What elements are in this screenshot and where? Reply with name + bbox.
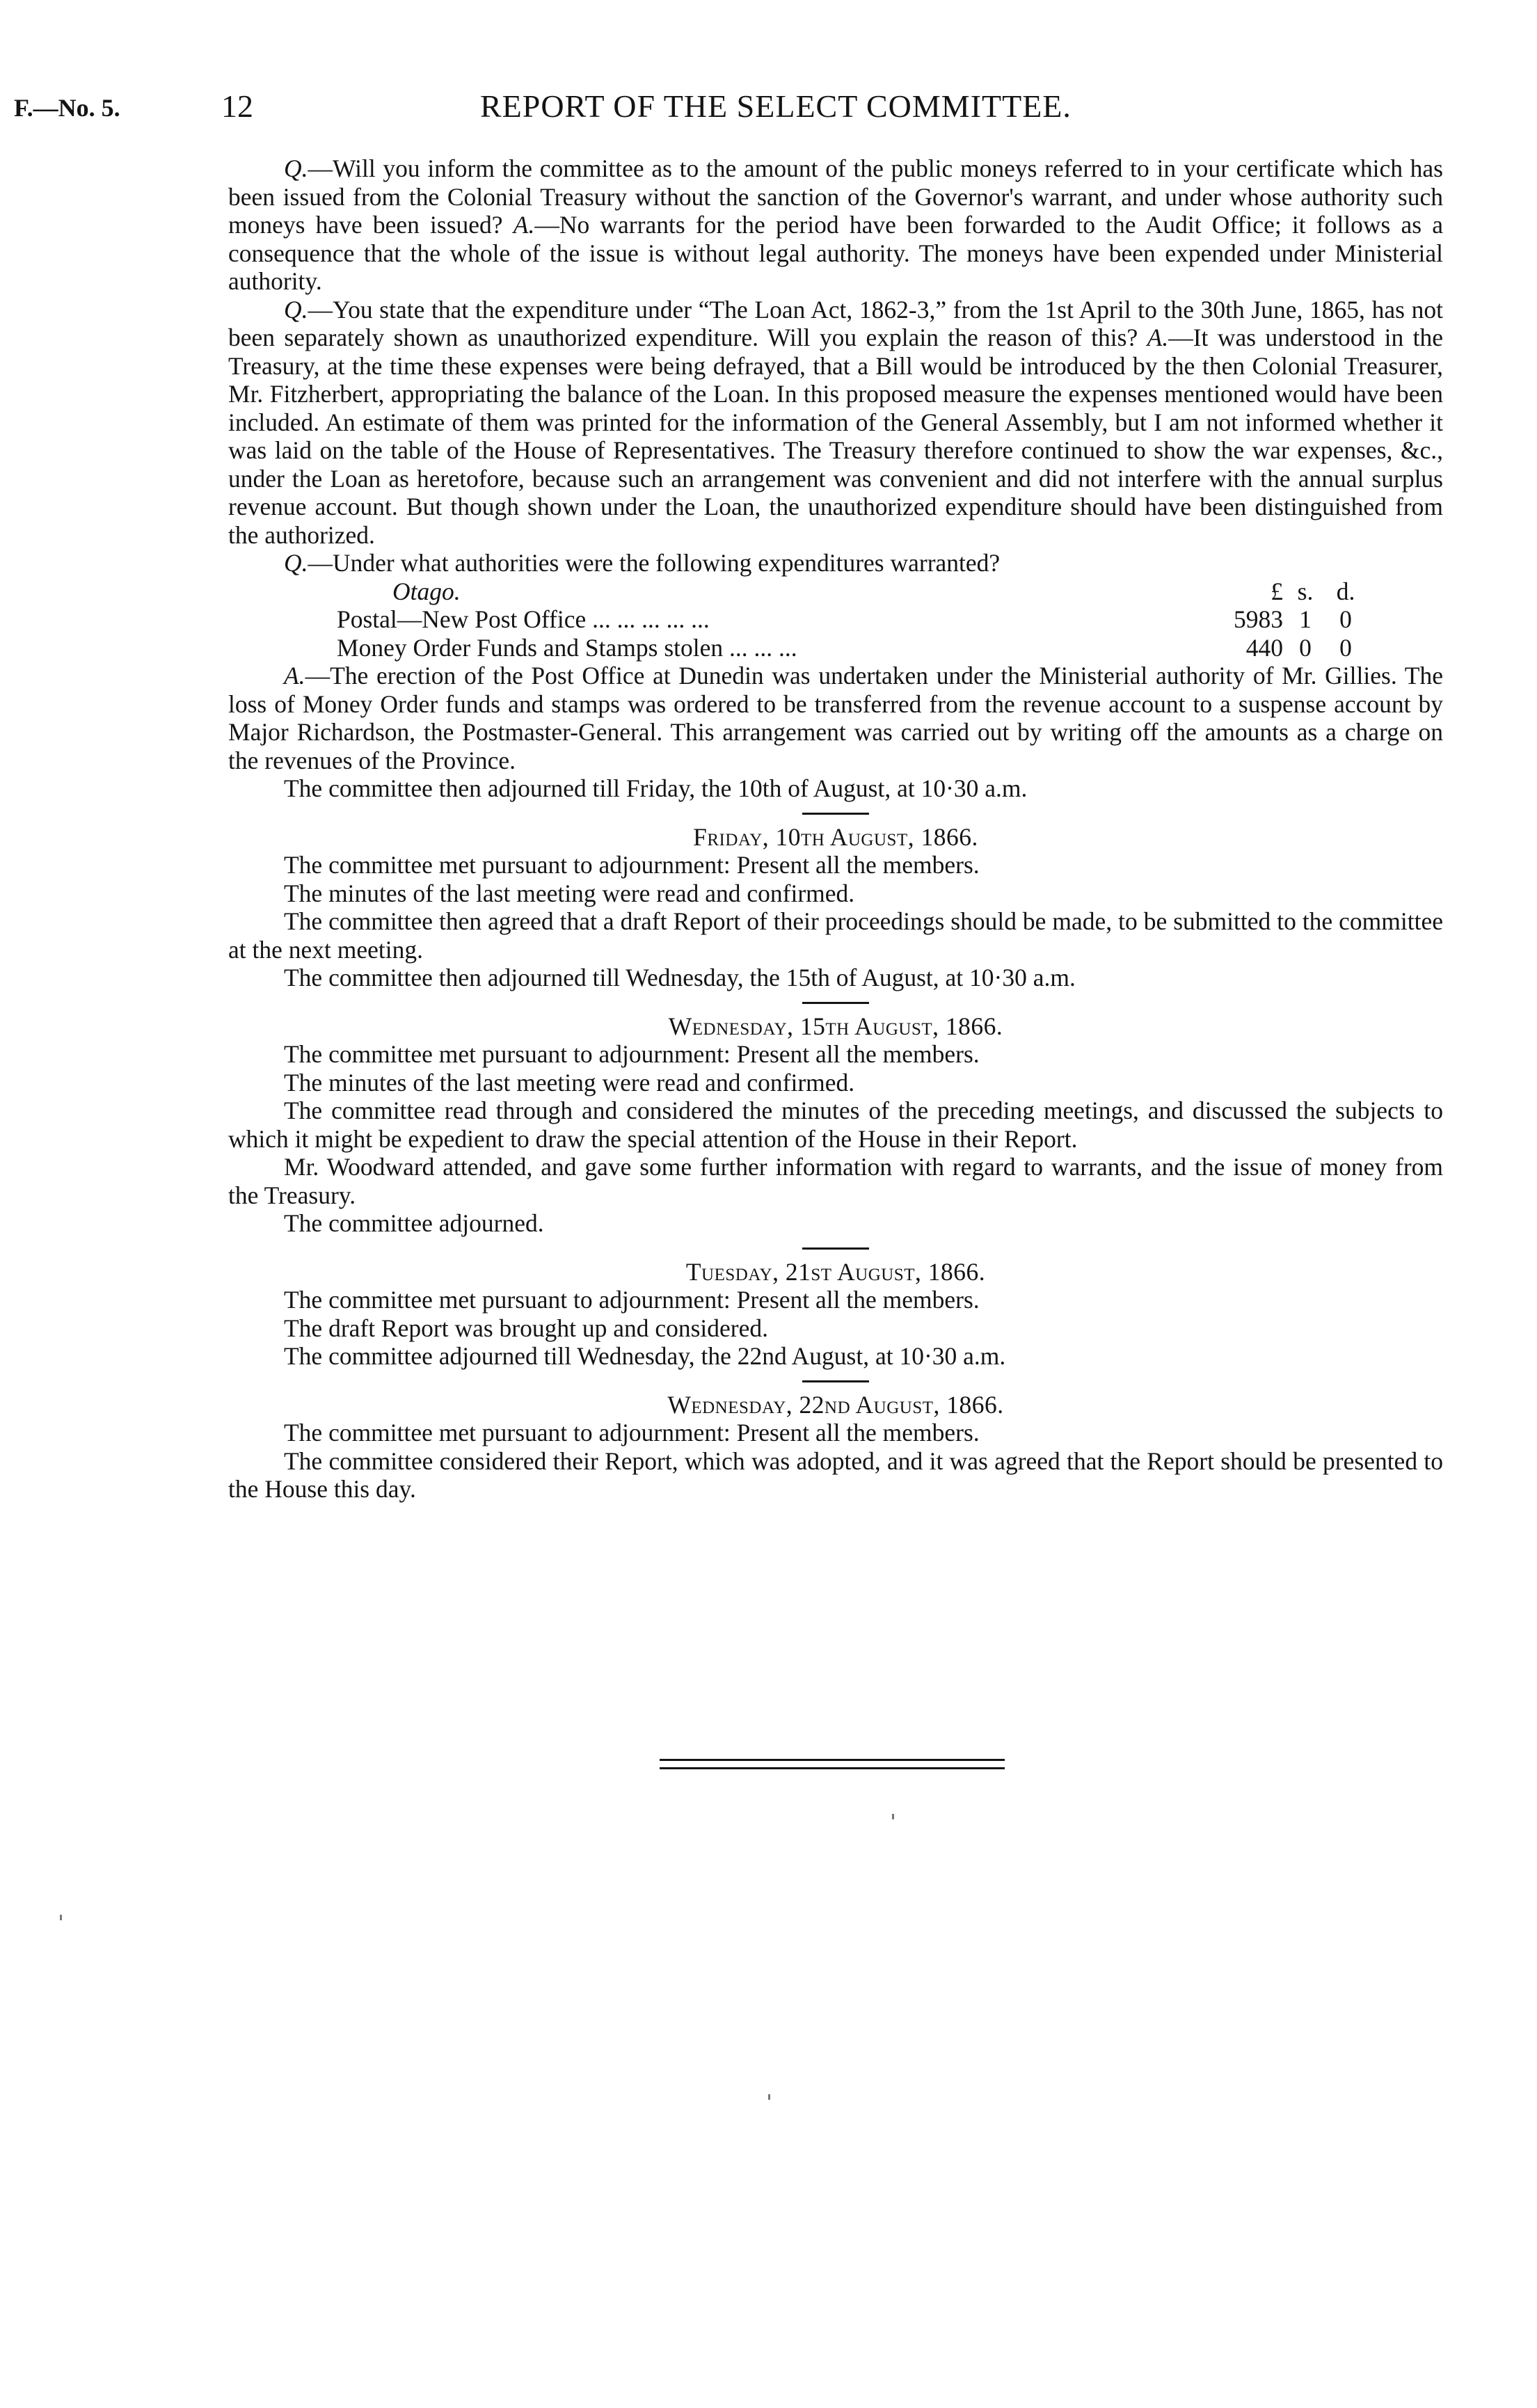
minute-paragraph: The committee met pursuant to adjournment: Present all the members. xyxy=(284,851,980,879)
question-label: Q. xyxy=(284,154,308,182)
minute-paragraph: The committee read through and considered the minutes of the preceding meetings, and discussed the subjects to which it might be expedient to draw the special attention of the House in their Report. xyxy=(228,1097,1443,1153)
pence-column-header: d. xyxy=(1336,577,1355,605)
minute-paragraph: The committee met pursuant to adjournment: Present all the members. xyxy=(284,1286,980,1314)
section-divider xyxy=(802,1247,869,1250)
question-label: Q. xyxy=(284,549,308,577)
page-number: 12 xyxy=(221,88,253,124)
minute-paragraph: The committee met pursuant to adjournment: Present all the members. xyxy=(284,1419,980,1446)
question-text: —You state that the expenditure under “The Loan Act, 1862-3,” from the 1st April to the 30th June, 1865, has not been separately shown as unauthorized expenditure. Will you explain the reason of this? xyxy=(228,295,1443,351)
minute-paragraph: The committee then agreed that a draft Report of their proceedings should be made, to be submitted to the committee at the next meeting. xyxy=(228,907,1443,964)
section-divider xyxy=(802,1380,869,1382)
expenditure-schedule xyxy=(228,577,1443,662)
page-header xyxy=(0,83,1537,132)
schedule-heading: Otago. xyxy=(392,577,461,605)
meeting-date: Wednesday, 22nd August, 1866. xyxy=(667,1390,1004,1419)
minute-paragraph: The committee considered their Report, which was adopted, and it was agreed that the Report should be presented to the House this day. xyxy=(228,1446,1443,1503)
schedule-pounds: 5983 xyxy=(1234,605,1283,633)
schedule-header-row xyxy=(228,577,1443,606)
answer-text: —It was understood in the Treasury, at the time these expenses were being defrayed, that a Bill would be introduced by the then Colonial Treasurer, Mr. Fitzherbert, appropriating the balance of the Loan. In this proposed measure the expenses mentioned would have been included. An estimate of them was printed for the information of the General Assembly, but I am not informed whether it was laid on the table of the House of Representatives. The Treasury therefore continued to show the war expenses, &c., under the Loan as heretofore, because such an arrangement was convenient and did not interfere with the annual surplus revenue account. But though shown under the Loan, the unauthorized expenditure should have been distinguished from the authorized. xyxy=(228,324,1443,549)
scan-speck xyxy=(768,2094,770,2100)
scan-speck xyxy=(60,1915,62,1920)
minute-paragraph: The minutes of the last meeting were read and confirmed. xyxy=(284,1068,855,1097)
minute-paragraph: The committee then adjourned till Wednesday, the 15th of August, at 10·30 a.m. xyxy=(284,964,1076,991)
minute-paragraph: The committee adjourned till Wednesday, the 22nd August, at 10·30 a.m. xyxy=(284,1342,1006,1370)
question-answer-2 xyxy=(228,296,1443,550)
schedule-pence: 0 xyxy=(1339,605,1352,633)
question-3 xyxy=(228,549,1443,577)
answer-text: —No warrants for the period have been forwarded to the Audit Office; it follows as a consequence that the whole of the issue is without legal authority. The moneys have been expended under Ministerial authority. xyxy=(228,211,1444,295)
shillings-column-header: s. xyxy=(1297,577,1314,605)
end-rule-top xyxy=(660,1759,1005,1761)
question-text: —Will you inform the committee as to the amount of the public moneys referred to in your certificate which has been issued from the Colonial Treasury without the sanction of the Governor's warrant, and under whose authority such moneys have been issued? xyxy=(228,154,1443,239)
schedule-row xyxy=(228,634,1443,662)
minute-paragraph: The committee met pursuant to adjournment: Present all the members. xyxy=(284,1040,980,1068)
schedule-row xyxy=(228,605,1443,634)
body-text xyxy=(228,154,1443,1504)
schedule-item-label: Postal—New Post Office ... ... ... ... ... xyxy=(337,605,710,633)
end-rule-bottom xyxy=(660,1767,1005,1769)
adjournment-note: The committee then adjourned till Friday, the 10th of August, at 10·30 a.m. xyxy=(284,774,1028,802)
schedule-shillings: 0 xyxy=(1299,633,1312,662)
meeting-date: Friday, 10th August, 1866. xyxy=(693,822,978,851)
minute-paragraph: The draft Report was brought up and considered. xyxy=(284,1314,768,1342)
meeting-date: Wednesday, 15th August, 1866. xyxy=(668,1012,1003,1040)
question-answer-1 xyxy=(228,154,1443,296)
document-reference: F.—No. 5. xyxy=(14,94,120,122)
running-title: REPORT OF THE SELECT COMMITTEE. xyxy=(480,88,1072,124)
answer-3 xyxy=(228,662,1443,774)
schedule-shillings: 1 xyxy=(1299,605,1312,633)
schedule-pence: 0 xyxy=(1339,633,1352,662)
section-divider xyxy=(802,1002,869,1004)
pounds-column-header: £ xyxy=(1271,577,1283,605)
answer-label: A. xyxy=(1147,324,1169,351)
minute-paragraph: The committee adjourned. xyxy=(284,1209,544,1237)
answer-label: A. xyxy=(284,662,305,689)
section-divider xyxy=(802,813,869,815)
question-text: —Under what authorities were the following expenditures warranted? xyxy=(308,549,1001,577)
schedule-item-label: Money Order Funds and Stamps stolen ... ... ... xyxy=(337,633,797,662)
minute-paragraph: The minutes of the last meeting were read and confirmed. xyxy=(284,879,855,907)
scan-speck xyxy=(892,1814,894,1819)
answer-text: —The erection of the Post Office at Dunedin was undertaken under the Ministerial authority of Mr. Gillies. The loss of Money Order funds and stamps was ordered to be transferred from the revenue account to a suspense account by Major Richardson, the Postmaster-General. This arrangement was carried out by writing off the amounts as a charge on the revenues of the Province. xyxy=(228,662,1443,774)
minute-paragraph: Mr. Woodward attended, and gave some further information with regard to warrants, and the issue of money from the Treasury. xyxy=(228,1153,1443,1209)
question-label: Q. xyxy=(284,295,308,324)
answer-label: A. xyxy=(513,211,535,239)
meeting-date: Tuesday, 21st August, 1866. xyxy=(685,1257,986,1286)
schedule-pounds: 440 xyxy=(1245,633,1283,662)
